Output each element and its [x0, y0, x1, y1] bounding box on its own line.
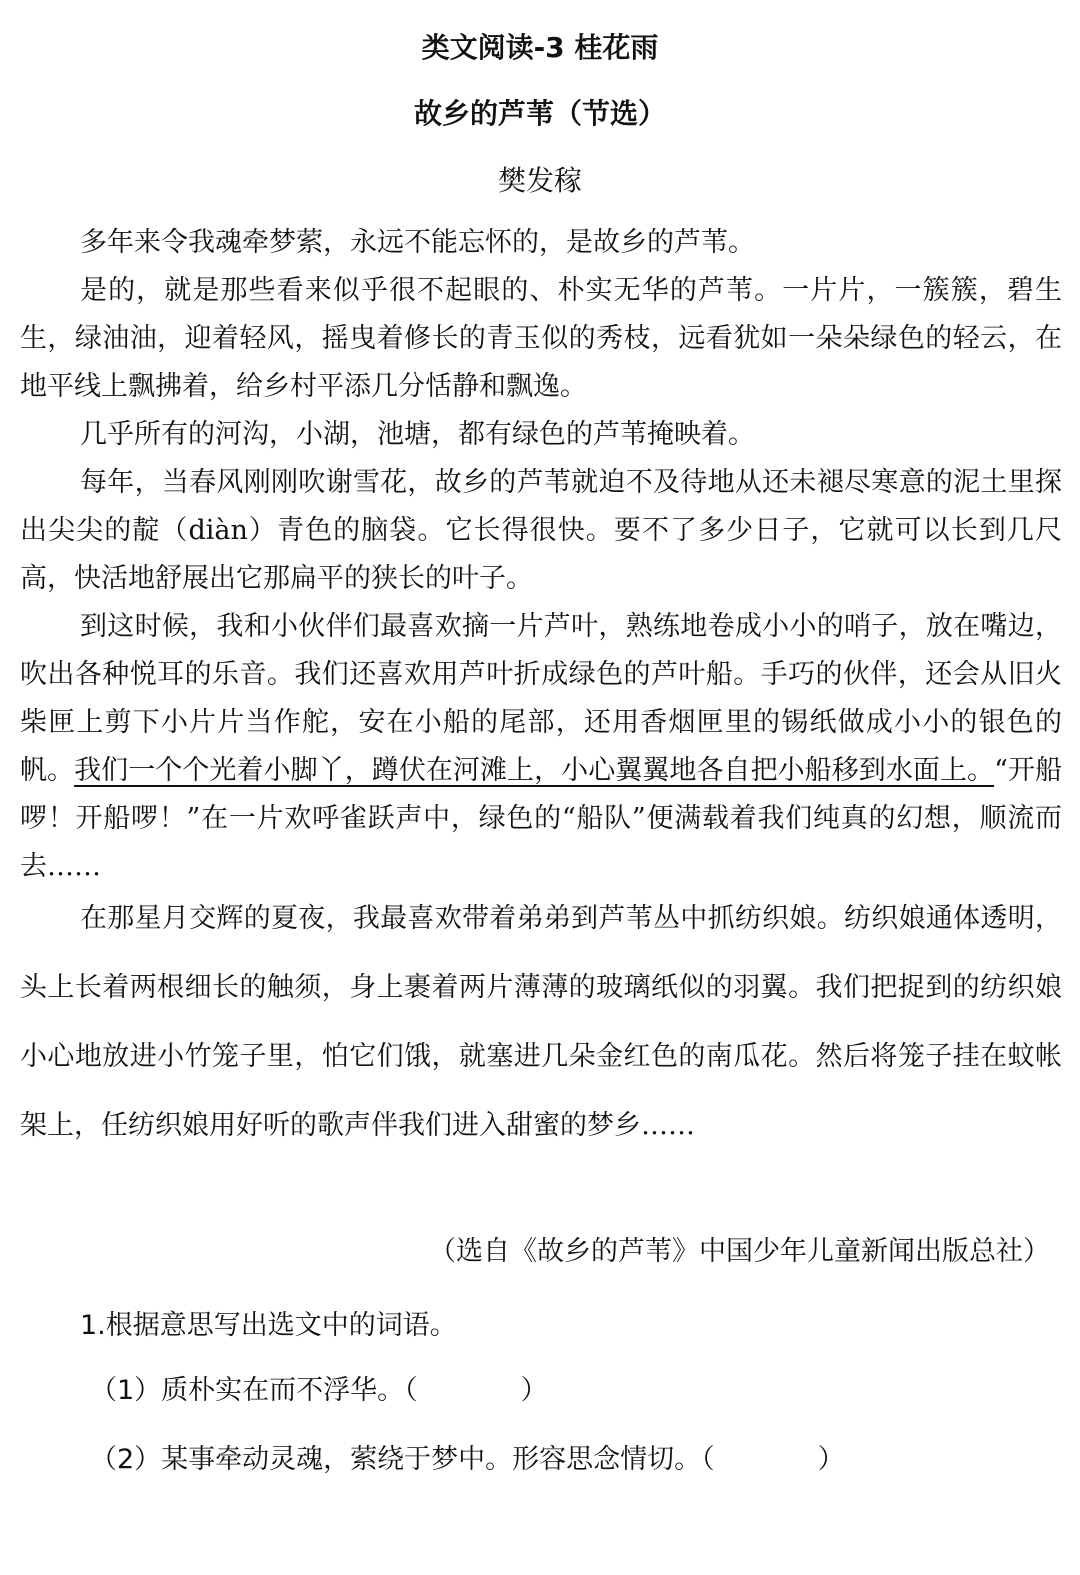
paragraph-3: 几乎所有的河沟，小湖，池塘，都有绿色的芦苇掩映着。 [80, 419, 755, 450]
paragraph-4: 每年，当春风刚刚吹谢雪花，故乡的芦苇就迫不及待地从还未褪尽寒意的泥土里探出尖尖的靛（diàn）青色的脑袋。它长得很快。要不了多少日子，它就可以长到几尺高，快活地舒展出它那扁平的狭长的叶子。 [20, 467, 1062, 594]
source-citation: （选自《故乡的芦苇》中国少年儿童新闻出版总社） [429, 1236, 1050, 1267]
paragraph-2: 是的，就是那些看来似乎很不起眼的、朴实无华的芦苇。一片片，一簇簇，碧生生，绿油油，迎着轻风，摇曳着修长的青玉似的秀枝，远看犹如一朵朵绿色的轻云，在地平线上飘拂着，给乡村平添几分恬静和飘逸。 [20, 275, 1062, 402]
paragraph-5-ending: “开船啰！开船啰！”在一片欢呼雀跃声中，绿色的“船队”便满载着我们纯真的幻想，顺流而去…… [20, 755, 1063, 882]
question-1: 1.根据意思写出选文中的词语。 [80, 1310, 457, 1341]
paragraph-1: 多年来令我魂牵梦萦，永远不能忘怀的，是故乡的芦苇。 [80, 227, 755, 258]
underlined-sentence: 我们一个个光着小脚丫，蹲伏在河滩上，小心翼翼地各自把小船移到水面上。 [74, 755, 995, 786]
question-1-item-2: （2）某事牵动灵魂，萦绕于梦中。形容思念情切。（ ） [90, 1444, 845, 1475]
article-title: 故乡的芦苇（节选） [413, 97, 666, 130]
paragraph-6: 在那星月交辉的夏夜，我最喜欢带着弟弟到芦苇丛中抓纺织娘。纺织娘通体透明，头上长着两根细长的触须，身上裹着两片薄薄的玻璃纸似的羽翼。我们把捉到的纺织娘小心地放进小竹笼子里，怕它们饿，就塞进几朵金红色的南瓜花。然后将笼子挂在蚊帐架上，任纺织娘用好听的歌声伴我们进入甜蜜的梦乡…… [20, 903, 1062, 1141]
unit-title: 类文阅读-3 桂花雨 [421, 31, 659, 64]
paragraph-5 [20, 603, 1062, 891]
passage-body [20, 219, 1062, 891]
author-name: 樊发稼 [497, 164, 582, 197]
question-1-item-1: （1）质朴实在而不浮华。（ ） [90, 1375, 548, 1406]
paragraph-5-intro: 到这时候，我和小伙伴们最喜欢摘一片芦叶，熟练地卷成小小的哨子，放在嘴边，吹出各种悦耳的乐音。我们还喜欢用芦叶折成绿色的芦叶船。手巧的伙伴，还会从旧火柴匣上剪下小片片当作舵，安在小船的尾部，还用香烟匣里的锡纸做成小小的银色的帆。 [20, 611, 1062, 786]
